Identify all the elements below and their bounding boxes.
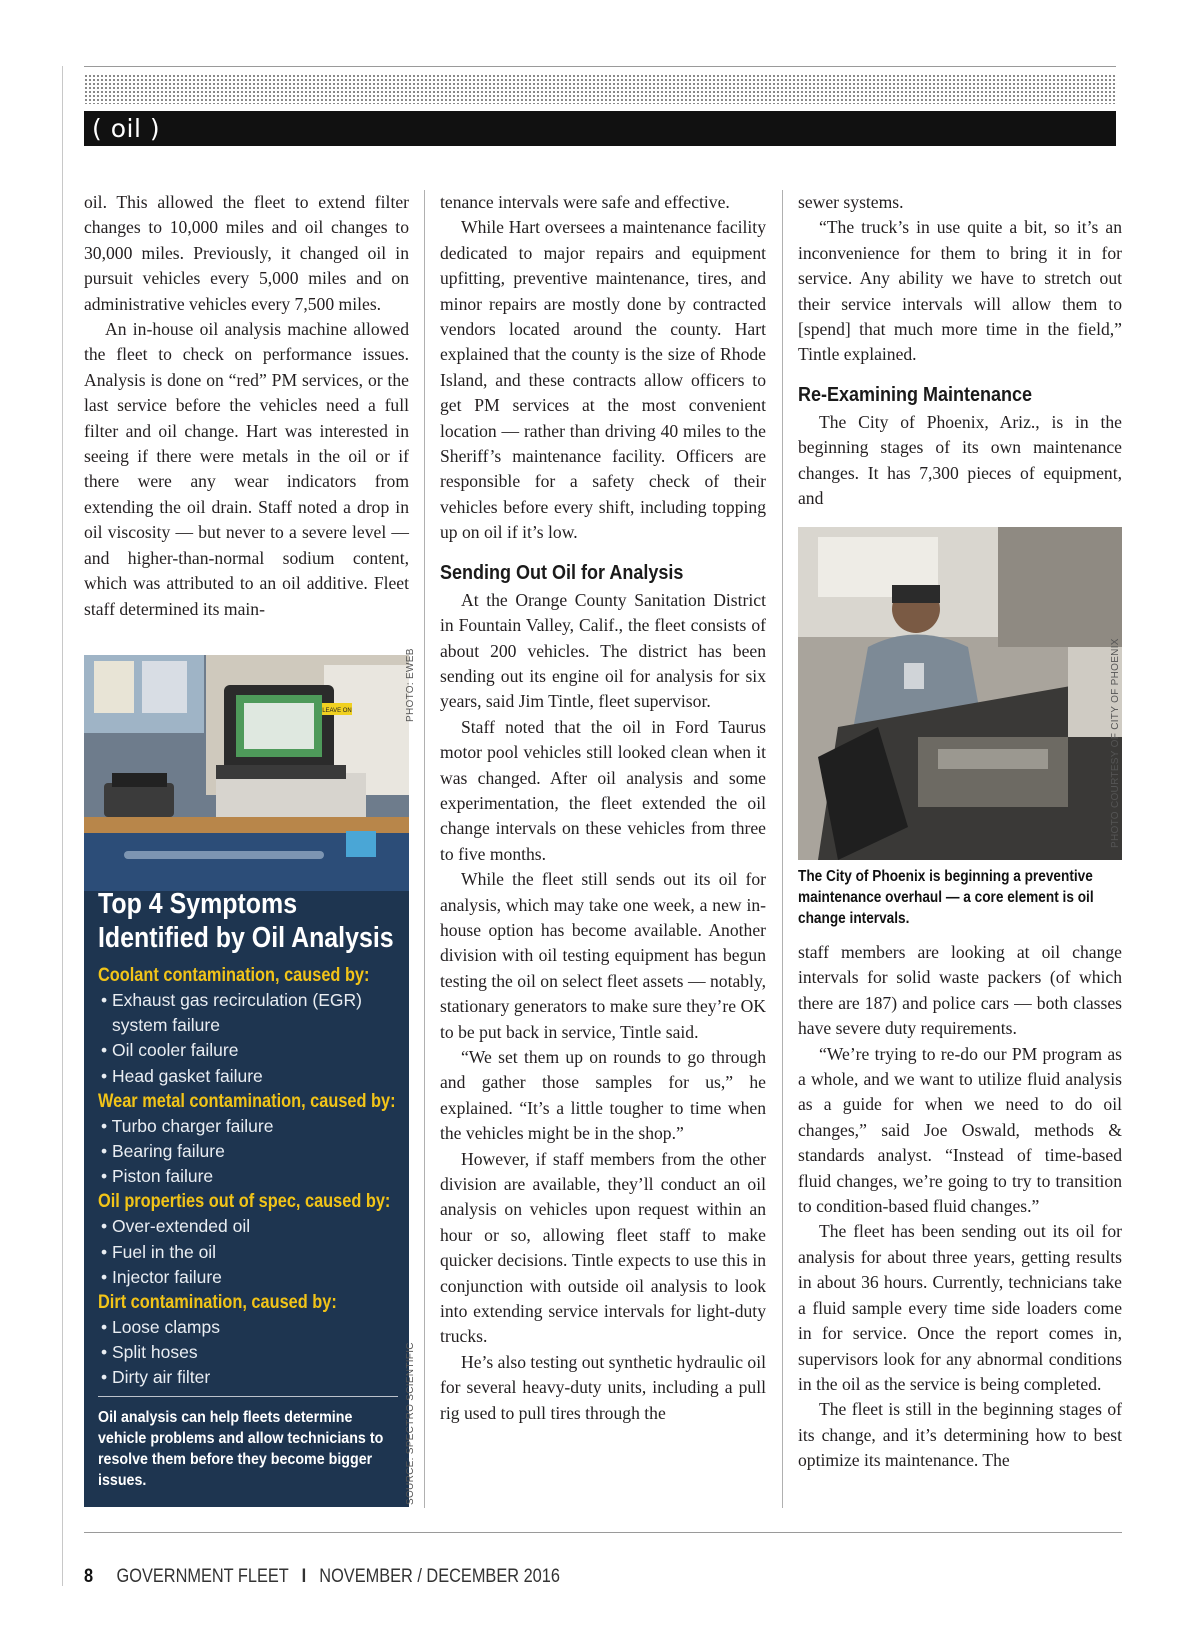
symptom-item: • Fuel in the oil: [101, 1241, 217, 1262]
symptom-item: • Over-extended oil: [101, 1216, 251, 1237]
sidebar-title-line2: Identified by Oil Analysis: [98, 922, 394, 954]
sidebar-source-credit: SOURCE: SPECTRO SCIENTIFIC: [405, 1342, 416, 1505]
paragraph: “We set them up on rounds to go through and gather those samples for us,” he explained. “It’s a little tougher to time when the vehicles might be in the shop.”: [440, 1047, 766, 1144]
subhead: Sending Out Oil for Analysis: [440, 561, 684, 584]
symptom-item: • Dirty air filter: [101, 1367, 211, 1388]
paragraph: However, if staff members from the other division are available, they’ll conduct an oil analysis on vehicles upon request within an hour or so, allowing fleet staff to make quicker decisions. Tintle expects to use this in conjunction with outside oil analysis to look into extending service intervals for light-duty trucks.: [440, 1148, 766, 1347]
sidebar-photo-credit: PHOTO: EWEB: [405, 648, 416, 722]
footer-separator: I: [301, 1566, 307, 1587]
sidebar-title-line1: Top 4 Symptoms: [98, 888, 298, 920]
paragraph: sewer systems.: [798, 192, 904, 212]
column-3-bottom: [798, 940, 1122, 1474]
paragraph: He’s also testing out synthetic hydraulic oil for several heavy-duty units, including a pull rig used to pull tires through the: [440, 1351, 766, 1423]
paragraph: “We’re trying to re-do our PM program as a whole, and we want to utilize fluid analysis as a guide for when we need to do oil changes,” said Joe Oswald, methods & standards analyst. “Instead of time-based fluid changes, we’re going to try to transition to condition-based fluid changes.”: [798, 1043, 1122, 1217]
symptom-item: • Head gasket failure: [101, 1065, 263, 1086]
issue-date: NOVEMBER / DECEMBER 2016: [319, 1566, 560, 1587]
symptom-item: • Bearing failure: [101, 1141, 225, 1162]
column-1: [84, 190, 409, 622]
symptom-item: • Loose clamps: [101, 1317, 220, 1338]
column-divider: [424, 190, 425, 1508]
symptom-item: • Split hoses: [101, 1342, 198, 1363]
paragraph: tenance intervals were safe and effective.: [440, 192, 730, 212]
paragraph: staff members are looking at oil change intervals for solid waste packers (of which there are 187) and police cars — both classes have severe duty requirements.: [798, 942, 1122, 1039]
sidebar-divider: [98, 1396, 398, 1397]
photo-caption: The City of Phoenix is beginning a preventive maintenance overhaul — a core element is oil change intervals.: [798, 868, 1094, 927]
symptom-item: • Oil cooler failure: [101, 1040, 239, 1061]
publication-name: GOVERNMENT FLEET: [116, 1566, 289, 1587]
paragraph: Staff noted that the oil in Ford Taurus motor pool vehicles still looked clean when it was changed. After oil analysis and some experimentation, the fleet extended the oil change intervals on these vehicles from three to five months.: [440, 716, 766, 864]
paragraph: At the Orange County Sanitation District in Fountain Valley, Calif., the fleet consists of about 200 vehicles. The district has been sending out its engine oil for analysis for six years, said Jim Tintle, fleet supervisor.: [440, 589, 766, 712]
paragraph: The City of Phoenix, Ariz., is in the beginning stages of its own maintenance changes. It has 7,300 pieces of equipment, and: [798, 411, 1122, 509]
symptom-item: • Exhaust gas recirculation (EGR) system failure: [101, 990, 362, 1036]
symptoms-sidebar: [84, 655, 409, 1507]
machine-label: LEAVE ON: [322, 708, 352, 714]
page-footer: [84, 1566, 560, 1588]
category-heading: Dirt contamination, caused by:: [98, 1292, 337, 1314]
page-number: 8: [84, 1566, 94, 1587]
halftone-dot-band: [84, 74, 1116, 104]
symptom-item: • Turbo charger failure: [101, 1115, 274, 1136]
category-heading: Oil properties out of spec, caused by:: [98, 1191, 391, 1213]
paragraph: oil. This allowed the fleet to extend filter changes to 10,000 miles and oil changes to 30,000 miles. Previously, it changed oil in pursuit vehicles every 5,000 miles and on administrative vehicles every 7,500 miles.: [84, 192, 409, 314]
sidebar-caption: Oil analysis can help fleets determine vehicle problems and allow technicians to resolve them before they become bigger issues.: [98, 1409, 384, 1489]
paragraph: While the fleet still sends out its oil for analysis, which may take one week, a new in-house option has become available. Another division with oil testing equipment has begun testing the oil on select fleet assets — notably, stationary generators to make sure they’re OK to be put back in service, Tintle said.: [440, 869, 766, 1042]
subhead: Re-Examining Maintenance: [798, 383, 1033, 406]
top-rule: [84, 66, 1116, 67]
oil-analysis-machine-illustration: [84, 655, 409, 891]
sidebar-text: [98, 887, 398, 1391]
bottom-rule: [84, 1532, 1122, 1533]
photo-credit: PHOTO COURTESY OF CITY OF PHOENIX: [1110, 638, 1121, 848]
left-margin-rule: [62, 66, 63, 1586]
paragraph: The fleet has been sending out its oil for analysis for about three years, getting results in about 36 hours. Currently, technicians take a fluid sample every time side loaders come in for service. Once the report comes in, supervisors look for any abnormal conditions in the oil as the service is being completed.: [798, 1221, 1122, 1394]
column-2: [440, 190, 766, 1426]
paragraph: An in-house oil analysis machine allowed the fleet to check on performance issues. Analysis is done on “red” PM services, or the last service before the vehicles need a full filter and oil change. Hart was interested in seeing if there were metals in the oil or if there were any wear indicators from extending the oil drain. Staff noted a drop in oil viscosity — but never to a severe level — and higher-than-normal sodium content, which was attributed to an oil additive. Fleet staff determined its main-: [84, 319, 409, 619]
oil-analysis-machine-photo: [84, 655, 409, 891]
category-heading: Coolant contamination, caused by:: [98, 965, 370, 986]
category-heading: Wear metal contamination, caused by:: [98, 1090, 396, 1112]
mechanic-engine-illustration: [798, 527, 1122, 860]
paragraph: “The truck’s in use quite a bit, so it’s an inconvenience for them to bring it in for service. Any ability we have to stretch out their service intervals will allow them to [spend] that much more time in the field,” Tintle explained.: [798, 217, 1122, 365]
section-label: ( oil ): [84, 111, 1116, 146]
symptom-item: • Injector failure: [101, 1266, 222, 1287]
paragraph: The fleet is still in the beginning stages of its change, and it’s determining how to best optimize its maintenance. The: [798, 1399, 1122, 1471]
symptom-item: • Piston failure: [101, 1166, 214, 1187]
column-divider: [782, 190, 783, 1508]
mechanic-photo: [798, 527, 1122, 860]
column-3-top: [798, 190, 1122, 511]
paragraph: While Hart oversees a maintenance facility dedicated to major repairs and equipment upfitting, preventive maintenance, tires, and minor repairs are mostly done by contracted vendors located around the county. Hart explained that the county is the size of Rhode Island, and these contracts allow officers to get PM services at the most convenient location — rather than driving 40 miles to the Sheriff’s maintenance facility. Officers are responsible for a safety check of their vehicles before every shift, including topping up on oil if it’s low.: [440, 217, 766, 543]
